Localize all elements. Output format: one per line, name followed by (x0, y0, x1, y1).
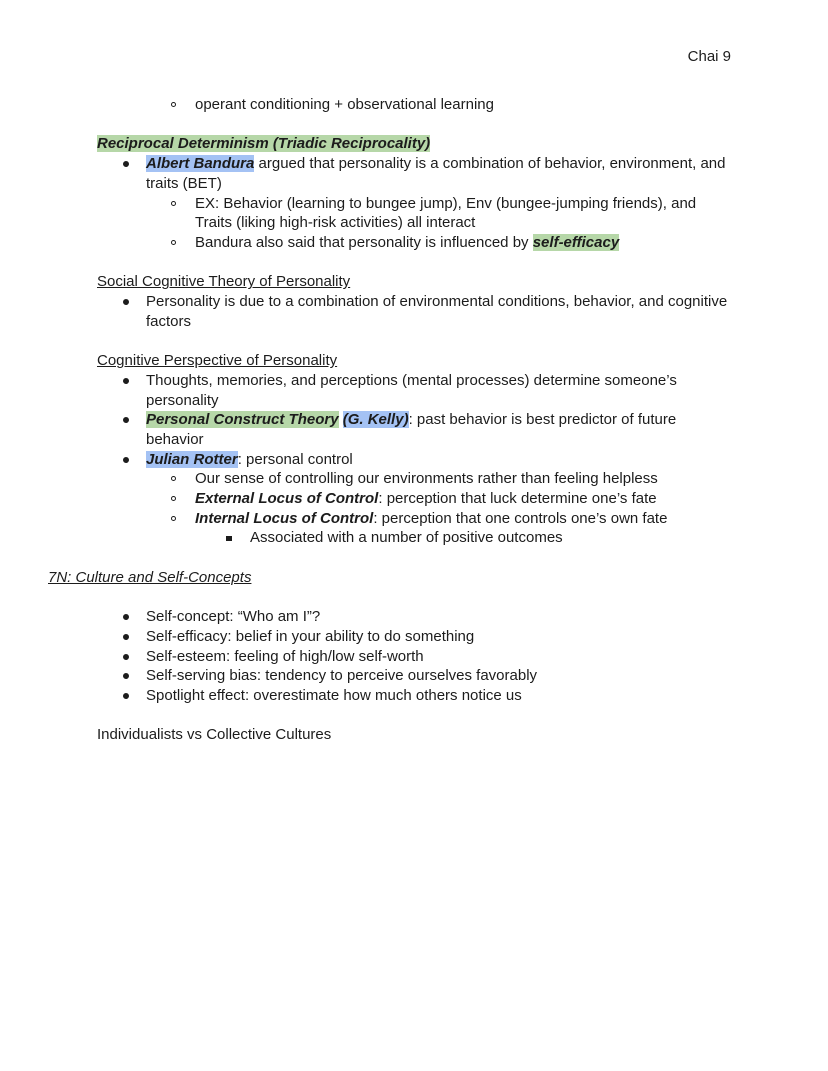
text-run: Spotlight effect: overestimate how much others notice us (146, 687, 522, 705)
text-run: : past behavior is best predictor of future behavior (146, 411, 677, 448)
text-run: Bandura also said that personality is influenced by (195, 233, 533, 251)
highlighted-term-personal-construct-theory: Personal Construct Theory (146, 411, 339, 429)
text-run: Self-concept: “Who am I”? (146, 608, 321, 626)
bullet-disc-icon (123, 654, 129, 660)
bullet-disc-icon (123, 161, 129, 167)
section-heading-social-cognitive-theory (97, 272, 731, 292)
bullet-item (48, 233, 731, 253)
bullet-item (48, 194, 731, 233)
text-run: : personal control (237, 450, 353, 468)
text-run: Thoughts, memories, and perceptions (mental processes) determine someone’s personality (146, 371, 677, 409)
bullet-item (48, 450, 731, 470)
text-run: EX: Behavior (learning to bungee jump), Env (bungee-jumping friends), and Traits (liking high-risk activities) all interact (195, 194, 697, 232)
bullet-item (48, 154, 731, 193)
text-run: : perception that one controls one’s own fate (373, 509, 668, 527)
bullet-circle-icon (171, 476, 176, 481)
bullet-item (48, 469, 731, 489)
text-run: : perception that luck determine one’s fate (378, 490, 657, 508)
text-run: Our sense of controlling our environments rather than feeling helpless (195, 470, 658, 488)
text-run: operant conditioning + observational learning (195, 96, 494, 113)
bullet-item (48, 627, 731, 647)
bullet-circle-icon (171, 496, 176, 501)
bullet-item (48, 509, 731, 529)
blank-line (48, 331, 731, 351)
page-header-label: Chai 9 (687, 48, 731, 65)
paragraph-individualists-vs-collective (97, 725, 731, 745)
bold-term-external-locus: External Locus of Control (195, 490, 379, 508)
bullet-disc-icon (123, 693, 129, 699)
bullet-item (48, 371, 731, 410)
blank-line (48, 706, 731, 726)
highlighted-heading-run: Reciprocal Determinism (Triadic Reciprocality) (97, 135, 431, 153)
underlined-heading-run: Social Cognitive Theory of Personality (97, 273, 351, 291)
bullet-circle-icon (171, 240, 176, 245)
section-heading-7n-culture-self-concepts (48, 568, 731, 588)
bullet-item (48, 528, 731, 548)
bullet-disc-icon (123, 614, 129, 620)
bullet-disc-icon (123, 673, 129, 679)
section-heading-reciprocal-determinism (97, 134, 731, 154)
highlighted-term-julian-rotter: Julian Rotter (146, 450, 238, 468)
bold-term-internal-locus: Internal Locus of Control (195, 509, 374, 527)
bullet-item (48, 292, 731, 331)
bullet-disc-icon (123, 299, 129, 305)
blank-line (48, 253, 731, 273)
bullet-item (48, 666, 731, 686)
section-heading-cognitive-perspective (97, 351, 731, 371)
blank-line (48, 588, 731, 608)
highlighted-term-self-efficacy: self-efficacy (532, 233, 620, 251)
bullet-item (48, 489, 731, 509)
text-run: Self-efficacy: belief in your ability to do something (146, 627, 475, 645)
bullet-item (48, 686, 731, 706)
text-run: Individualists vs Collective Cultures (97, 726, 332, 744)
blank-line (48, 548, 731, 568)
italic-underlined-heading-run: 7N: Culture and Self-Concepts (48, 568, 252, 586)
text-run: Associated with a number of positive outcomes (250, 529, 563, 547)
bullet-circle-icon (171, 201, 176, 206)
blank-line (48, 115, 731, 135)
text-run: Self-serving bias: tendency to perceive ourselves favorably (146, 667, 538, 685)
bullet-circle-icon (171, 516, 176, 521)
document-body (48, 95, 731, 745)
bullet-item (48, 607, 731, 627)
text-run: Personality is due to a combination of environmental conditions, behavior, and cognitive factors (146, 293, 728, 330)
bullet-disc-icon (123, 417, 129, 423)
bullet-disc-icon (123, 378, 129, 384)
bullet-square-icon (226, 536, 232, 542)
underlined-heading-run: Cognitive Perspective of Personality (97, 352, 338, 370)
bullet-item (48, 95, 731, 115)
text-run: argued that personality is a combination of behavior, environment, and traits (BET) (146, 155, 726, 192)
bullet-item (48, 647, 731, 667)
bullet-disc-icon (123, 634, 129, 640)
highlighted-term-g-kelly: (G. Kelly) (342, 411, 409, 429)
bullet-disc-icon (123, 457, 129, 463)
text-run: Self-esteem: feeling of high/low self-worth (146, 647, 424, 665)
bullet-circle-icon (171, 102, 176, 107)
highlighted-term-albert-bandura: Albert Bandura (146, 155, 255, 173)
bullet-item (48, 410, 731, 449)
